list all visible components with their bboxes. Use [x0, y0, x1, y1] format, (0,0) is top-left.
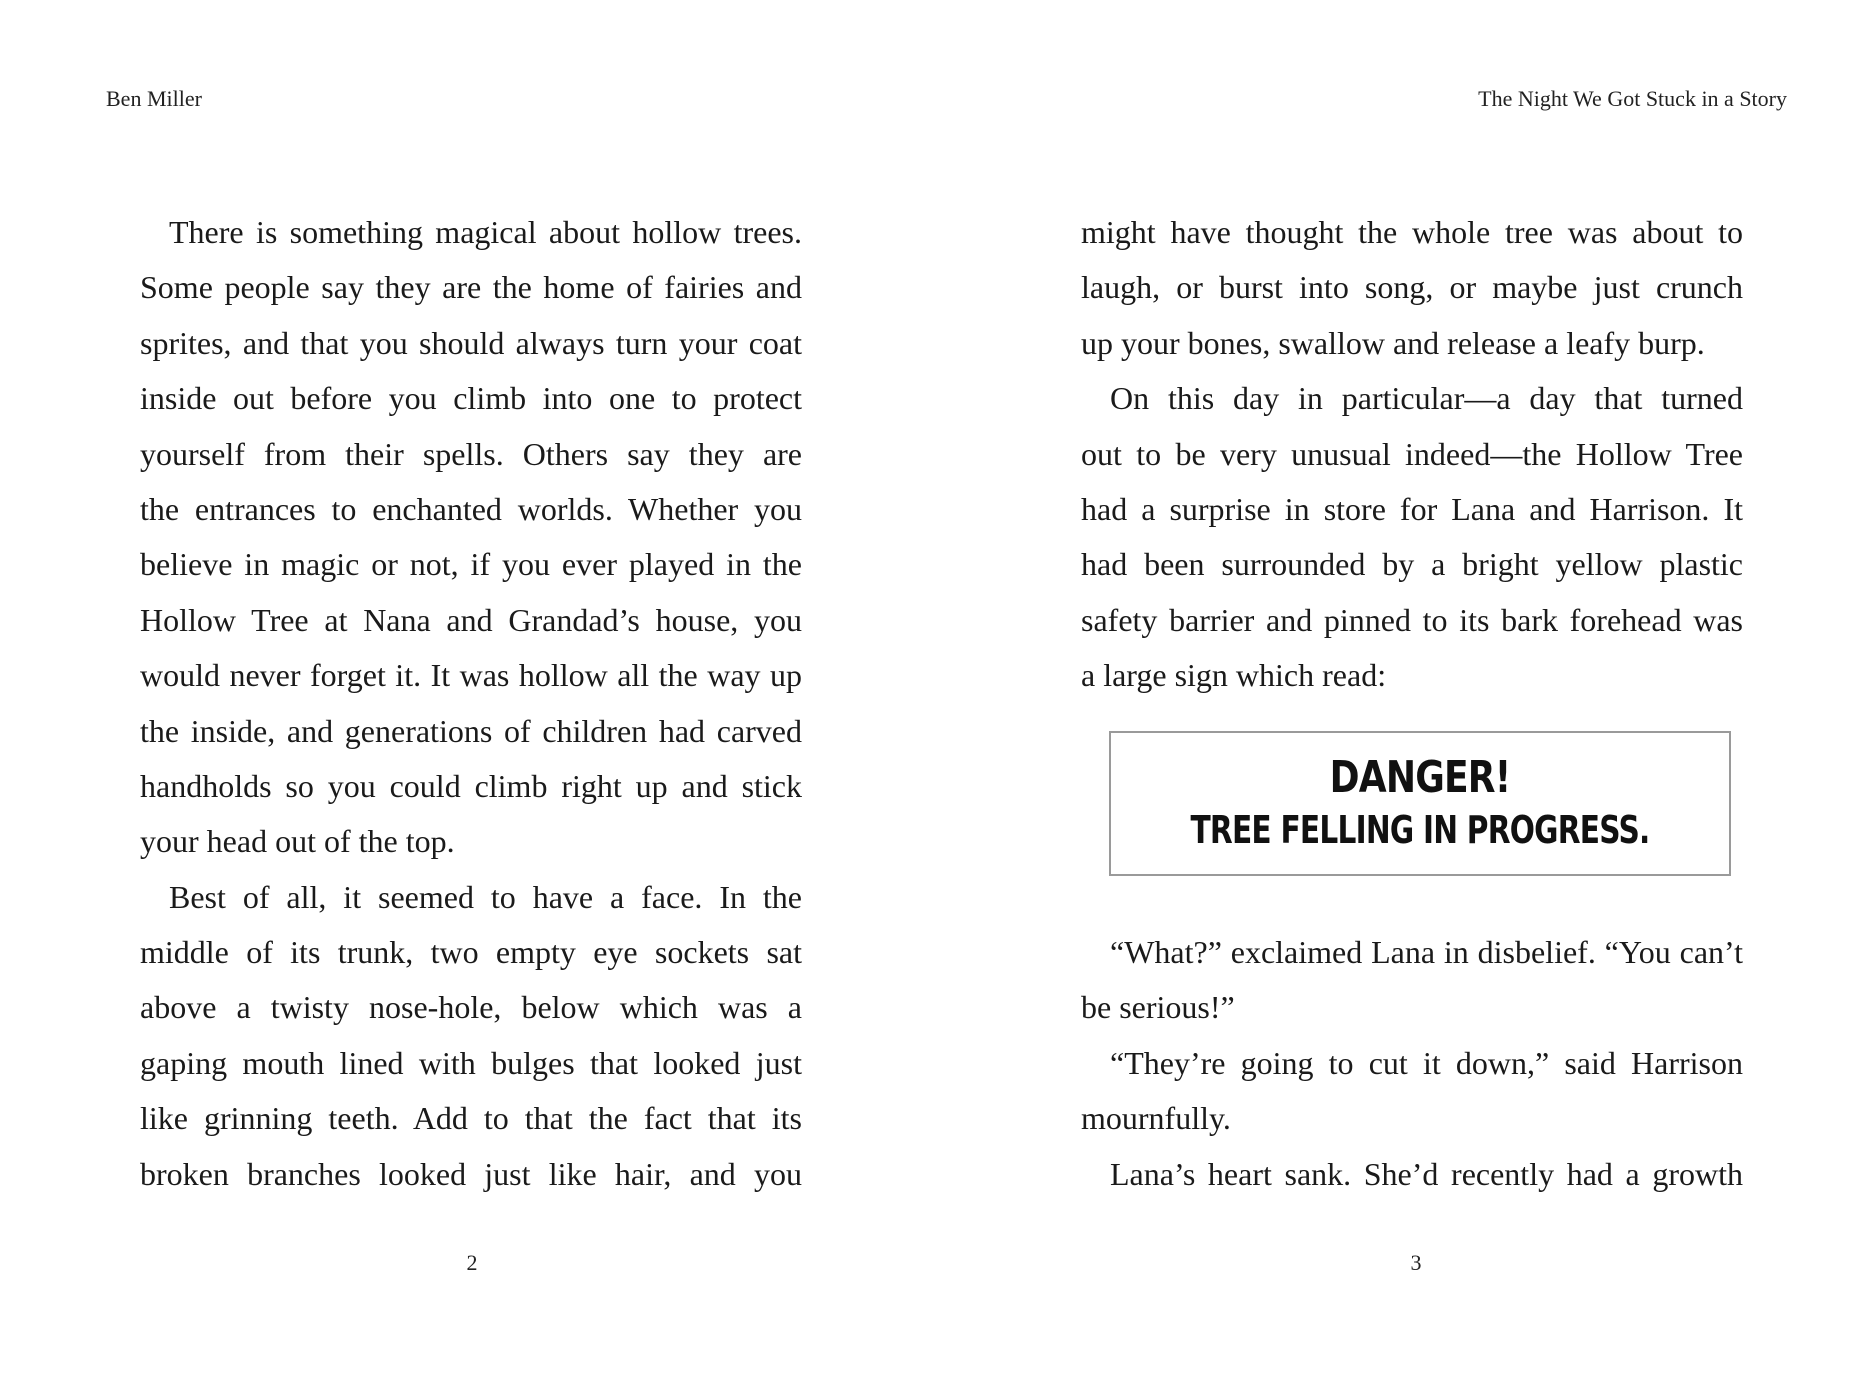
- sign-title: DANGER!: [1329, 752, 1511, 803]
- text-line: On this day in particular—a day that turned: [1110, 380, 1743, 417]
- text-line: above a twisty nose-hole, below which was a: [140, 989, 802, 1026]
- text-line: believe in magic or not, if you ever played in the: [140, 546, 802, 583]
- text-line: “What?” exclaimed Lana in disbelief. “You can’t: [1110, 934, 1743, 970]
- right-page-text-after-sign: [1081, 925, 1743, 1202]
- running-head-book-title: The Night We Got Stuck in a Story: [1478, 86, 1787, 111]
- text-line: Best of all, it seemed to have a face. In the: [169, 878, 802, 915]
- text-line: would never forget it. It was hollow all the way up: [140, 657, 802, 694]
- text-line: Lana’s heart sank. She’d recently had a growth: [1110, 1155, 1743, 1192]
- text-line: out to be very unusual indeed—the Hollow Tree: [1081, 435, 1743, 472]
- text-line: gaping mouth lined with bulges that looked just: [140, 1044, 802, 1081]
- page-number-left: 2: [466, 1250, 478, 1275]
- page-number-right: 3: [1410, 1250, 1422, 1275]
- text-line: middle of its trunk, two empty eye sockets sat: [140, 934, 802, 971]
- text-line: up your bones, swallow and release a leafy burp.: [1081, 324, 1705, 361]
- text-line: “They’re going to cut it down,” said Harrison: [1110, 1044, 1743, 1081]
- text-line: yourself from their spells. Others say they are: [140, 435, 802, 472]
- text-line: laugh, or burst into song, or maybe just crunch: [1081, 269, 1743, 306]
- text-line: Some people say they are the home of fairies and: [140, 269, 802, 306]
- text-line: Hollow Tree at Nana and Grandad’s house, you: [140, 601, 802, 638]
- left-page-text: [140, 205, 802, 1202]
- right-page-text-before-sign: [1081, 205, 1743, 704]
- text-line: the inside, and generations of children had carved: [140, 712, 802, 749]
- text-line: There is something magical about hollow trees.: [169, 214, 802, 250]
- sign-subtitle: TREE FELLING IN PROGRESS.: [1190, 808, 1650, 852]
- text-line: safety barrier and pinned to its bark forehead was: [1081, 601, 1743, 638]
- text-line: might have thought the whole tree was about to: [1081, 214, 1743, 250]
- text-line: sprites, and that you should always turn your coat: [140, 324, 802, 361]
- text-line: a large sign which read:: [1081, 657, 1387, 694]
- danger-sign: [1109, 731, 1731, 876]
- text-line: broken branches looked just like hair, and you: [140, 1155, 802, 1192]
- text-line: mournfully.: [1081, 1100, 1231, 1137]
- running-head-author: Ben Miller: [106, 86, 202, 111]
- text-line: handholds so you could climb right up and stick: [140, 767, 802, 804]
- text-line: be serious!”: [1081, 989, 1235, 1026]
- text-line: inside out before you climb into one to protect: [140, 380, 802, 417]
- text-line: the entrances to enchanted worlds. Whether you: [140, 490, 802, 527]
- text-line: had a surprise in store for Lana and Harrison. It: [1081, 490, 1743, 527]
- text-line: had been surrounded by a bright yellow plastic: [1081, 546, 1743, 583]
- text-line: your head out of the top.: [140, 823, 455, 860]
- text-line: like grinning teeth. Add to that the fact that its: [140, 1100, 802, 1137]
